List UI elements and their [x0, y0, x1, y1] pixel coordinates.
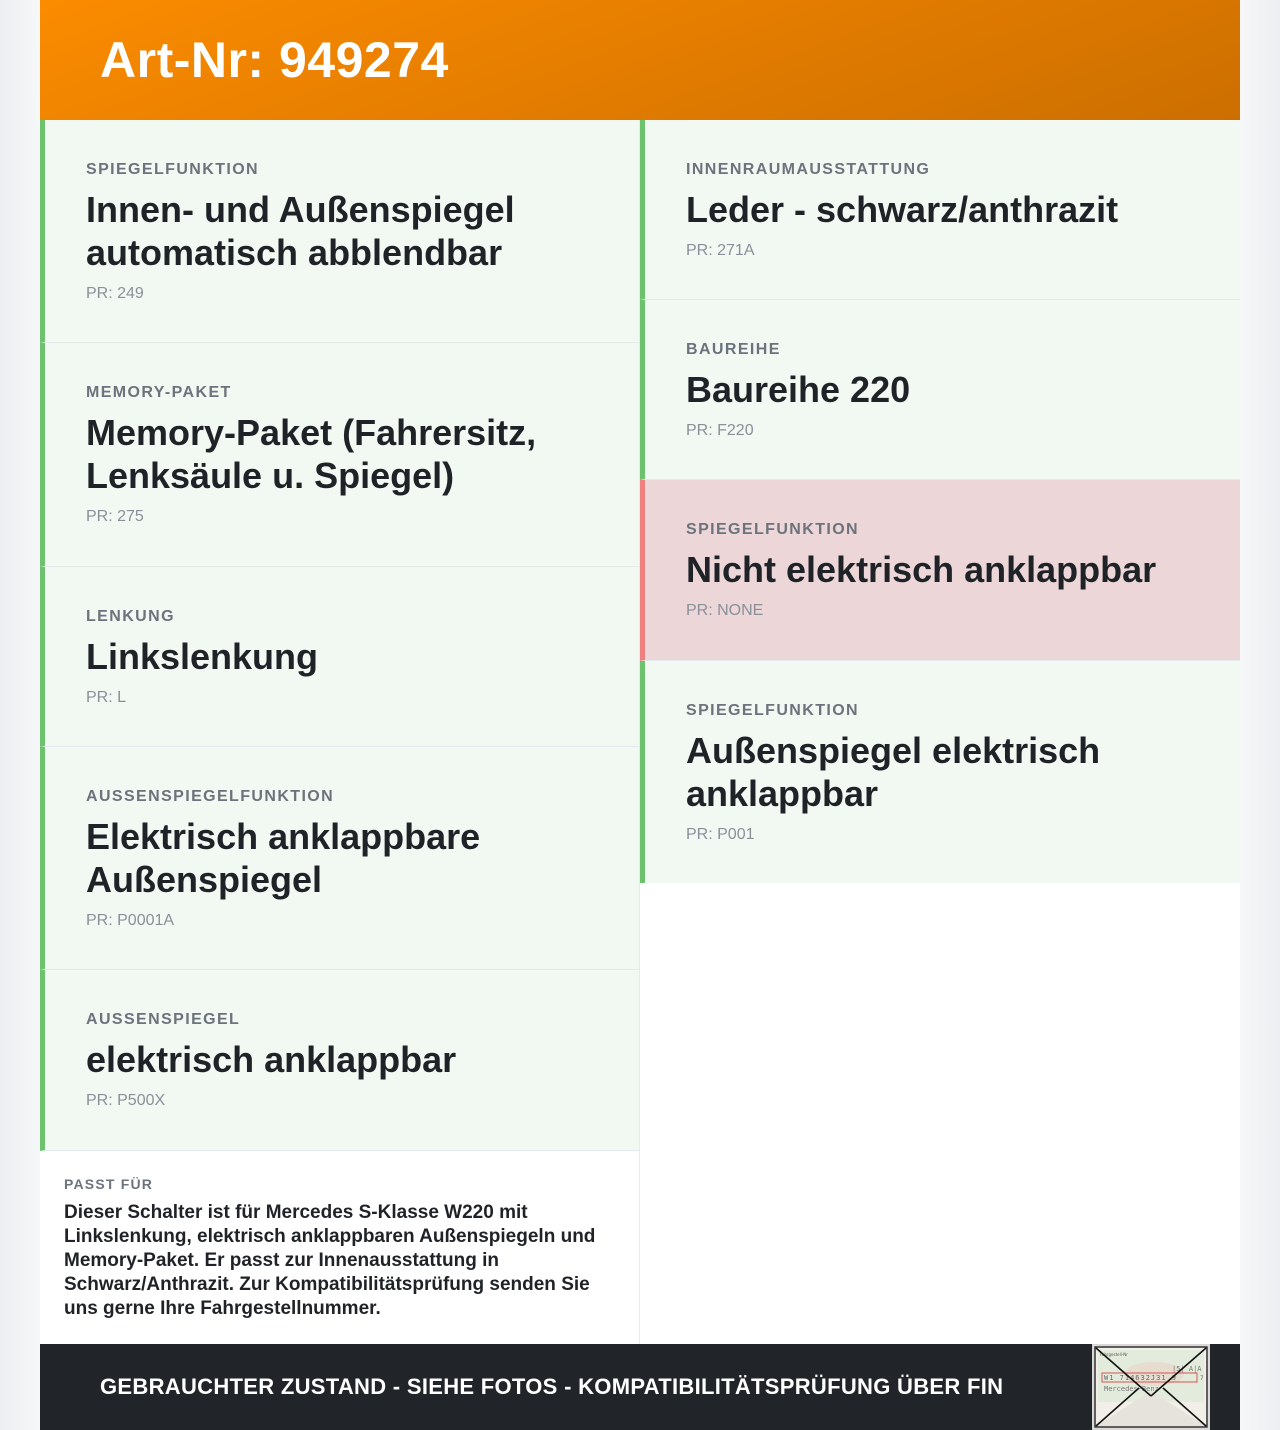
card-label: BAUREIHE — [686, 341, 781, 358]
card-pr-code: PR: 275 — [86, 508, 144, 525]
equipment-card-mismatch — [640, 480, 1240, 661]
card-label: INNENRAUMAUSSTATTUNG — [686, 161, 931, 178]
card-value: Baureihe 220 — [686, 369, 911, 410]
compatibility-label: PASST FÜR — [64, 1176, 154, 1192]
card-pr-code: PR: 271A — [686, 242, 755, 259]
footer-bar — [40, 1344, 1240, 1430]
left-column — [40, 120, 640, 1344]
equipment-card — [640, 120, 1240, 300]
equipment-card — [40, 120, 639, 343]
card-value: Memory-Paket (Fahrersitz, Lenksäule u. Spiegel) — [86, 412, 537, 496]
equipment-card — [640, 661, 1240, 883]
page — [40, 0, 1240, 1430]
card-value: Innen- und Außenspiegel automatisch abblendbar — [86, 189, 515, 273]
svg-text:W1 714632J31 9: W1 714632J31 9 — [1104, 1374, 1178, 1382]
card-label: SPIEGELFUNKTION — [686, 521, 860, 538]
header — [40, 0, 1240, 120]
card-pr-code: PR: L — [86, 689, 127, 706]
card-pr-code: PR: F220 — [686, 422, 754, 439]
card-pr-code: PR: P0001A — [86, 912, 175, 929]
compatibility-text: Dieser Schalter ist für Mercedes S-Klasse W220 mit Linkslenkung, elektrisch anklappbaren Außenspiegeln und Memory-Paket. Er passt zur Innenausstattung in Schwarz/Anthrazit. Zur Kompatibilitätsprüfung senden Sie uns gerne Ihre Fahrgestellnummer. — [64, 1202, 596, 1319]
card-pr-code: PR: NONE — [686, 602, 764, 619]
svg-text:Fahrgestell-Nr: Fahrgestell-Nr — [1100, 1352, 1128, 1357]
equipment-card — [40, 747, 639, 970]
card-label: AUSSENSPIEGELFUNKTION — [86, 788, 335, 805]
card-value: Leder - schwarz/anthrazit — [686, 189, 1119, 230]
card-value: elektrisch anklappbar — [86, 1039, 457, 1080]
card-value: Elektrisch anklappbare Außenspiegel — [86, 816, 481, 900]
equipment-card — [40, 970, 639, 1151]
card-value: Linkslenkung — [86, 636, 319, 677]
card-label: SPIEGELFUNKTION — [86, 161, 260, 178]
condition-notice: GEBRAUCHTER ZUSTAND - SIEHE FOTOS - KOMPATIBILITÄTSPRÜFUNG ÜBER FIN — [100, 1374, 1004, 1399]
card-pr-code: PR: P500X — [86, 1092, 166, 1109]
card-label: SPIEGELFUNKTION — [686, 702, 860, 719]
right-column — [640, 120, 1240, 1344]
card-label: AUSSENSPIEGEL — [86, 1011, 241, 1028]
equipment-columns — [40, 120, 1240, 1344]
equipment-card — [40, 343, 639, 567]
card-pr-code: PR: P001 — [686, 826, 755, 843]
card-value: Außenspiegel elektrisch anklappbar — [686, 730, 1101, 814]
card-label: LENKUNG — [86, 608, 175, 625]
card-pr-code: PR: 249 — [86, 285, 144, 302]
compatibility-section — [40, 1151, 639, 1344]
svg-text:|5| A|A: |5| A|A — [1172, 1365, 1202, 1373]
svg-text:7: 7 — [1200, 1375, 1204, 1382]
equipment-card — [40, 567, 639, 747]
card-label: MEMORY-PAKET — [86, 384, 232, 401]
equipment-card — [640, 300, 1240, 480]
svg-text:Mercedes-Benz: Mercedes-Benz — [1104, 1385, 1159, 1393]
card-value: Nicht elektrisch anklappbar — [686, 549, 1157, 590]
envelope-vin-icon — [1092, 1344, 1210, 1430]
article-number-title: Art-Nr: 949274 — [100, 32, 449, 88]
